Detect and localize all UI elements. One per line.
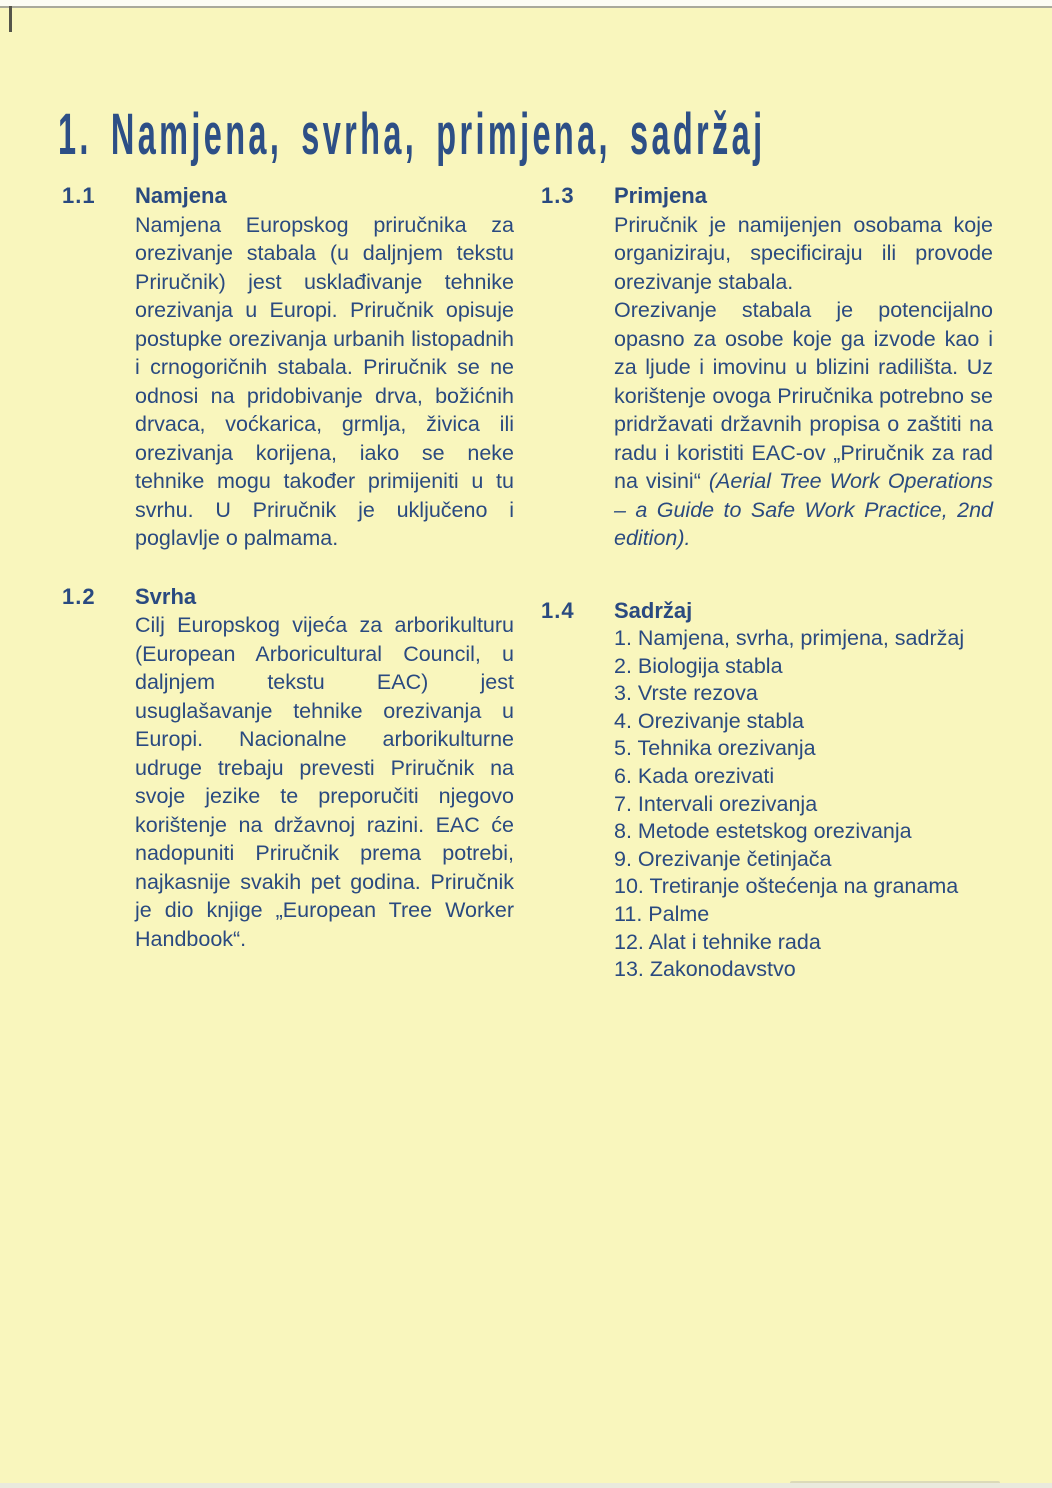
section-1.4 (541, 597, 993, 984)
toc-item: 10. Tretiranje oštećenja na granama (614, 874, 959, 899)
section-1.2 (62, 583, 514, 954)
section-number: 1.3 (541, 183, 575, 208)
section-number: 1.4 (541, 597, 575, 623)
toc-item: 1. Namjena, svrha, primjena, sadržaj (614, 626, 965, 650)
section-number: 1.1 (62, 183, 96, 208)
toc-item: 6. Kada orezivati (614, 763, 775, 788)
paragraph (614, 211, 993, 297)
section-heading: Primjena (614, 183, 707, 208)
toc-item: 7. Intervali orezivanja (614, 791, 818, 816)
section-number: 1.2 (62, 583, 96, 609)
toc-item: 2. Biologija stabla (614, 653, 783, 678)
page-title (58, 101, 1052, 168)
toc-item: 12. Alat i tehnike rada (614, 929, 821, 954)
toc-item: 5. Tehnika orezivanja (614, 736, 816, 761)
paragraph-run: Priručnik je namijenjen osobama koje organiziraju, specificiraju ili provode orezivanje stabala. (614, 212, 993, 294)
scan-corner-mark (9, 6, 12, 32)
section-body (614, 182, 993, 553)
paragraph-run: Namjena Europskog priručnika za orezivanje stabala (u daljnjem tekstu Priručnik) jest usklađivanje tehnike orezivanja u Europi. Priručnik opisuje postupke orezivanja urbanih listopadnih i crnogoričnih stabala. Priručnik se ne odnosi na pridobivanje drva, božićnih drvaca, voćkarica, grmlja, živica ili orezivanja korijena, iako se neke tehnike mogu također primijeniti u tu svrhu. U Priručnik je uključeno i poglavlje o palmama. (135, 212, 514, 550)
paragraph-italic-run: (Aerial Tree Work Operations – a Guide to Safe Work Practice, 2nd edition). (614, 469, 993, 550)
paragraph (135, 211, 514, 553)
toc-item: 9. Orezivanje četinjača (614, 846, 832, 871)
section-1.1 (62, 182, 514, 553)
toc-item: 11. Palme (614, 901, 710, 926)
right-column (541, 182, 993, 984)
left-column (62, 182, 514, 953)
toc-item: 8. Metode estetskog orezivanja (614, 819, 912, 844)
scan-top-edge (0, 0, 1052, 8)
section-1.3 (541, 182, 993, 553)
page-title-text: 1. Namjena, svrha, primjena, sadržaj (58, 101, 766, 167)
section-heading: Svrha (135, 583, 197, 609)
toc-item: 3. Vrste rezova (614, 681, 758, 706)
section-body (614, 597, 993, 984)
scan-bottom-edge (0, 1483, 1052, 1488)
paragraph-run: Orezivanje stabala je potencijalno opasno za osobe koje ga izvode kao i za ljude i imovinu u blizini radilišta. Uz korištenje ovoga Priručnika potrebno se pridržavati državnih propisa o zaštiti na radu i koristiti EAC-ov „Priručnik za rad na visini“ (614, 298, 993, 493)
toc-item: 4. Orezivanje stabla (614, 708, 805, 733)
section-heading: Sadržaj (614, 597, 693, 623)
toc-item: 13. Zakonodavstvo (614, 957, 796, 982)
paragraph (135, 611, 514, 953)
section-heading: Namjena (135, 183, 227, 208)
section-body (135, 182, 514, 553)
paragraph (614, 296, 993, 553)
section-body (135, 583, 514, 954)
paragraph-run: Cilj Europskog vijeća za arborikulturu (European Arboricultural Council, u daljnjem tekstu EAC) jest usuglašavanje tehnike orezivanja u Europi. Nacionalne arborikulturne udruge trebaju prevesti Priručnik na svoje jezike te preporučiti njegovo korištenje na državnoj razini. EAC će nadopuniti Priručnik prema potrebi, najkasnije svakih pet godina. Priručnik je dio knjige „European Tree Worker Handbook“. (135, 613, 514, 951)
toc-list (614, 625, 993, 984)
